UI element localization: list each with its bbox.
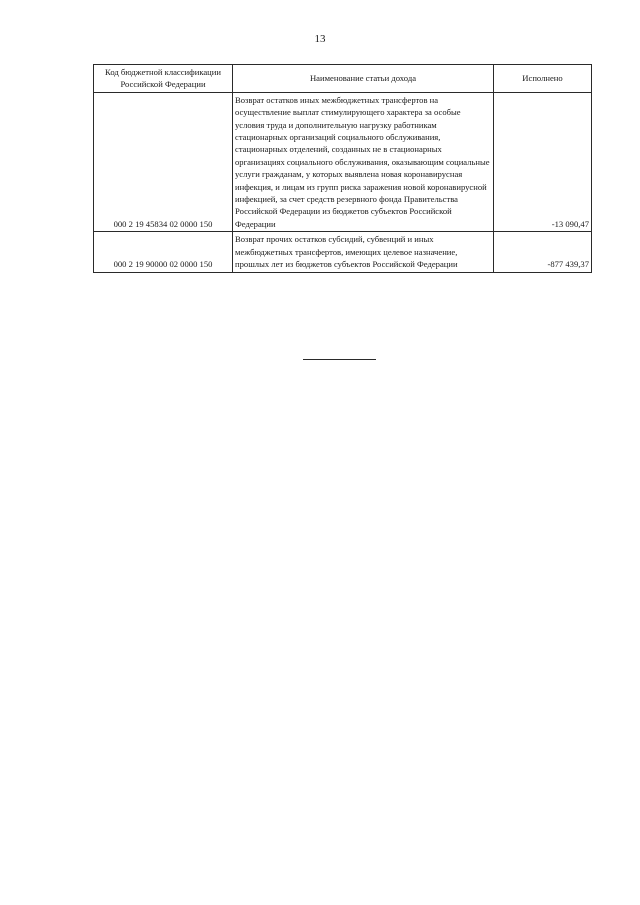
table-row	[94, 92, 592, 231]
end-divider-line	[303, 359, 376, 360]
page-number: 13	[314, 33, 326, 45]
row-executed-amount: -877 439,37	[494, 232, 592, 272]
header-budget-code: Код бюджетной классификации Российской Федерации	[94, 65, 233, 93]
row-revenue-name: Возврат прочих остатков субсидий, субвенций и иных межбюджетных трансфертов, имеющих целевое назначение, прошлых лет из бюджетов субъектов Российской Федерации	[233, 232, 494, 272]
row-executed-amount: -13 090,47	[494, 92, 592, 231]
row-budget-code: 000 2 19 45834 02 0000 150	[94, 92, 233, 231]
header-revenue-name: Наименование статьи дохода	[233, 65, 494, 93]
revenue-table	[93, 64, 592, 273]
table-header-row	[94, 65, 592, 93]
table-row	[94, 232, 592, 272]
row-revenue-name: Возврат остатков иных межбюджетных трансфертов на осуществление выплат стимулирующего характера за особые условия труда и дополнительную нагрузку работникам стационарных организаций социального обслуживания, стационарных отделений, созданных не в стационарных организациях социального обслуживания, оказывающим социальные услуги гражданам, у которых выявлена новая коронавирусная инфекция, и лицам из групп риска заражения новой коронавирусной инфекцией, за счет средств резервного фонда Правительства Российской Федерации из бюджетов субъектов Российской Федерации	[233, 92, 494, 231]
row-budget-code: 000 2 19 90000 02 0000 150	[94, 232, 233, 272]
header-executed: Исполнено	[494, 65, 592, 93]
